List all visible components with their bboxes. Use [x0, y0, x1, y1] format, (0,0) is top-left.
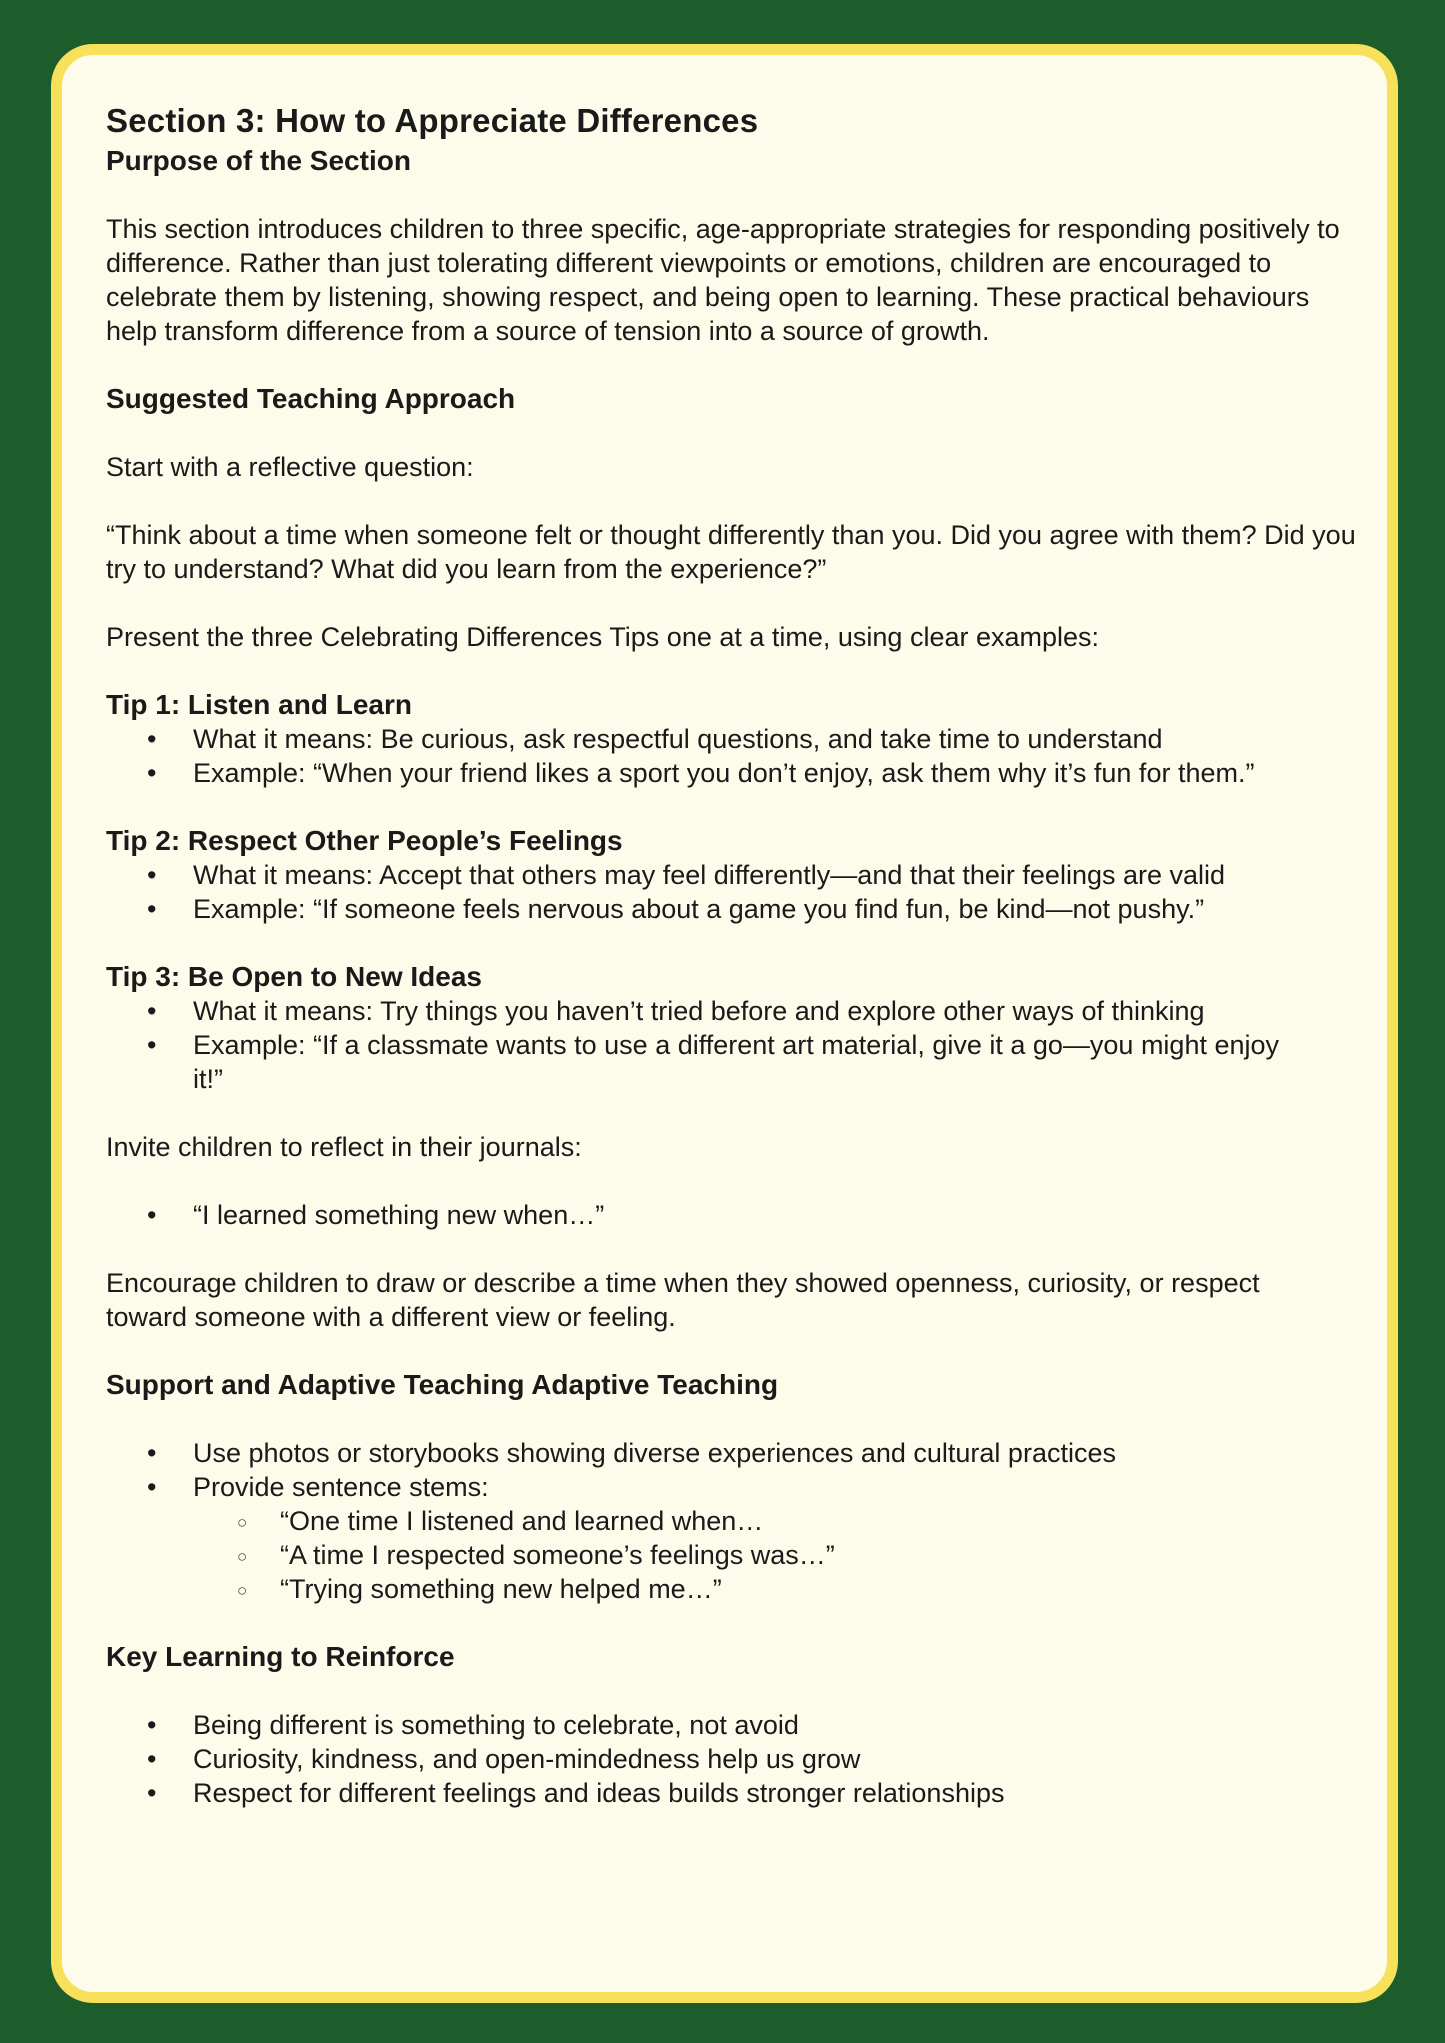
journal-encourage: Encourage children to draw or describe a time when they showed openness, curiosity, or respect toward someone with a different view or feeling. — [106, 1268, 1260, 1332]
tip-1-title: Tip 1: Listen and Learn — [106, 689, 412, 720]
list-item: • Curiosity, kindness, and open-mindedness help us grow — [106, 1742, 1356, 1776]
list-item: • What it means: Accept that others may feel differently—and that their feelings are valid — [106, 858, 1356, 892]
list-item: • What it means: Be curious, ask respectful questions, and take time to understand — [106, 722, 1356, 756]
list-item: • Example: “If someone feels nervous about a game you find fun, be kind—not pushy.” — [106, 892, 1356, 926]
tip-1 — [106, 688, 1356, 790]
list-item: • Example: “When your friend likes a sport you don’t enjoy, ask them why it’s fun for them.” — [106, 756, 1356, 790]
tip-3-list — [106, 994, 1356, 1096]
tip-3-title: Tip 3: Be Open to New Ideas — [106, 961, 483, 992]
tip-3 — [106, 960, 1356, 1096]
list-item: • “I learned something new when…” — [106, 1198, 1356, 1232]
list-item: • Example: “If a classmate wants to use a different art material, give it a go—you might enjoy it!” — [106, 1028, 1356, 1096]
tip-2-title: Tip 2: Respect Other People’s Feelings — [106, 825, 623, 856]
reflective-question: “Think about a time when someone felt or thought differently than you. Did you agree with them? Did you try to understand? What did you learn from the experience?” — [106, 520, 1356, 584]
tip-1-list — [106, 722, 1356, 790]
purpose-body: This section introduces children to three specific, age-appropriate strategies for responding positively to difference. Rather than just tolerating different viewpoints or emotions, children are encouraged to celebrate them by listening, showing respect, and being open to learning. These practical behaviours help transform difference from a source of tension into a source of growth. — [106, 214, 1340, 346]
list-item: • Respect for different feelings and ideas builds stronger relationships — [106, 1776, 1356, 1810]
list-item: • Being different is something to celebrate, not avoid — [106, 1708, 1356, 1742]
list-item: ○ “One time I listened and learned when… — [106, 1504, 1356, 1538]
journal-intro: Invite children to reflect in their journals: — [106, 1132, 582, 1162]
support-list — [106, 1436, 1356, 1504]
key-learning-heading: Key Learning to Reinforce — [106, 1641, 455, 1672]
approach-heading: Suggested Teaching Approach — [106, 383, 516, 414]
support-heading: Support and Adaptive Teaching Adaptive Teaching — [106, 1369, 779, 1400]
list-item: • What it means: Try things you haven’t tried before and explore other ways of thinking — [106, 994, 1356, 1028]
journal-list — [106, 1198, 1356, 1232]
purpose-heading: Purpose of the Section — [106, 145, 411, 176]
list-item: • Use photos or storybooks showing diverse experiences and cultural practices — [106, 1436, 1356, 1470]
tip-2-list — [106, 858, 1356, 926]
document-content — [106, 98, 1356, 1810]
tip-2 — [106, 824, 1356, 926]
list-item: ○ “A time I respected someone’s feelings was…” — [106, 1538, 1356, 1572]
list-item: ○ “Trying something new helped me…” — [106, 1572, 1356, 1606]
list-item: • Provide sentence stems: — [106, 1470, 1356, 1504]
present-tips-text: Present the three Celebrating Differences Tips one at a time, using clear examples: — [106, 622, 1100, 652]
sentence-stems-list — [106, 1504, 1356, 1606]
approach-intro: Start with a reflective question: — [106, 452, 474, 482]
key-learning-list — [106, 1708, 1356, 1810]
section-title: Section 3: How to Appreciate Differences — [106, 102, 759, 139]
